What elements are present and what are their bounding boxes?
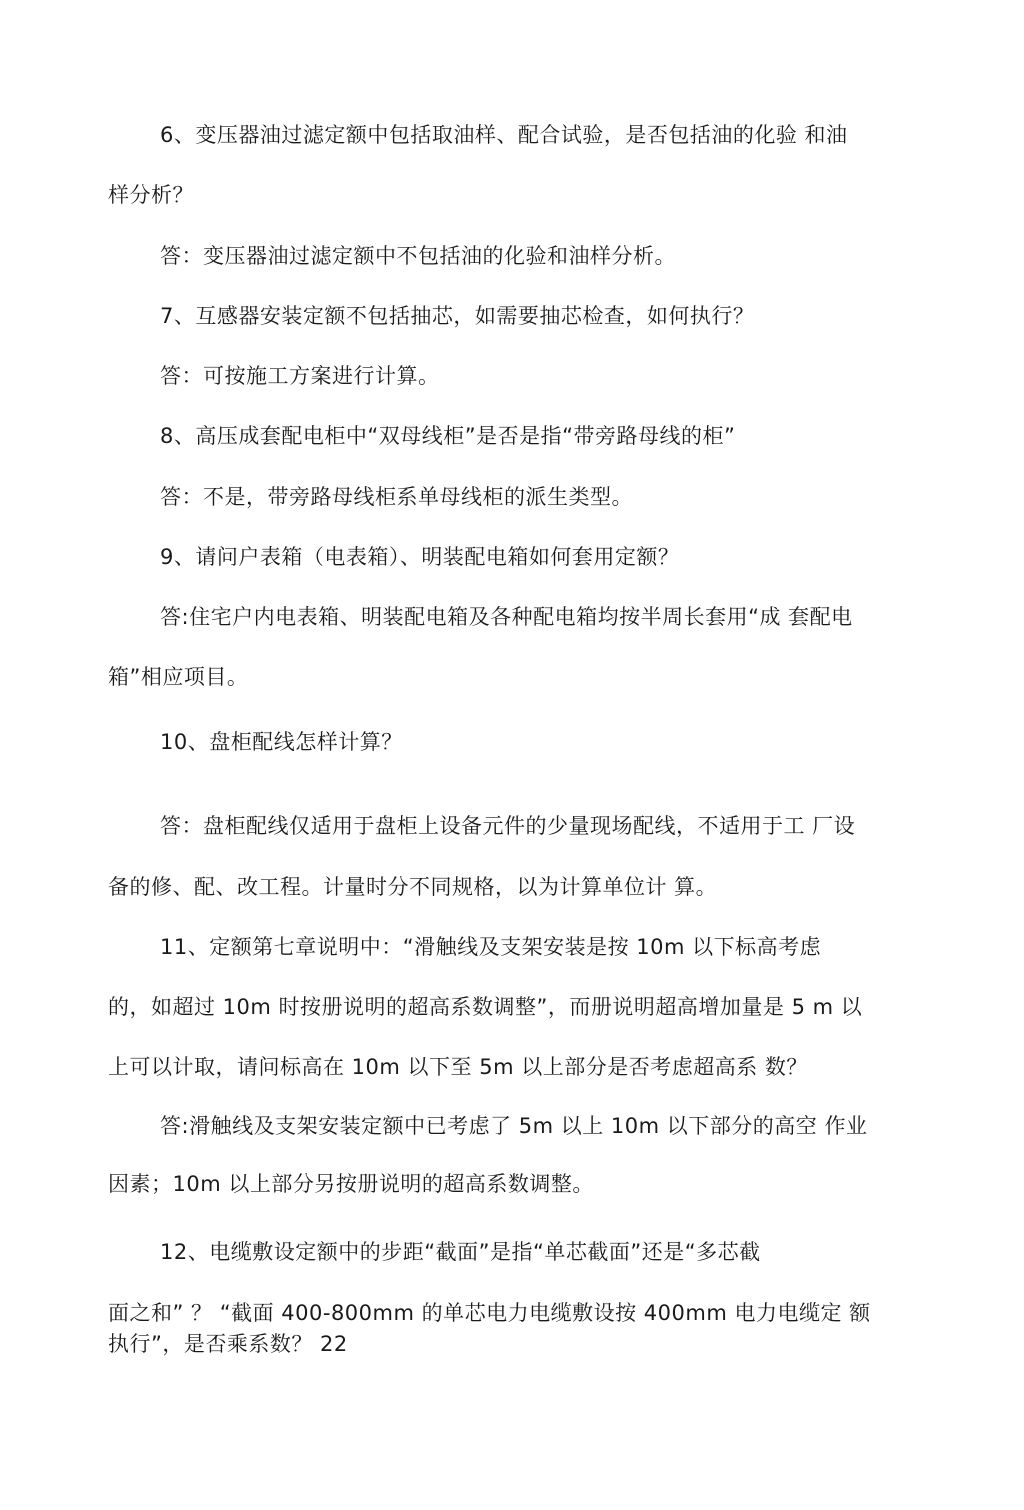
answer-9-line-1: 答:住宅户内电表箱、明装配电箱及各种配电箱均按半周长套用“成 套配电 xyxy=(160,605,853,629)
answer-6: 答：变压器油过滤定额中不包括油的化验和油样分析。 xyxy=(160,244,676,268)
question-11-line-1: 11、定额第七章说明中：“滑触线及支架安装是按 10m 以下标高考虑 xyxy=(160,935,822,959)
answer-11-line-2: 因素；10m 以上部分另按册说明的超高系数调整。 xyxy=(108,1172,594,1196)
question-9: 9、请问户表箱（电表箱）、明装配电箱如何套用定额？ xyxy=(160,545,680,569)
question-12-line-3: 执行”，是否乘系数？ 22 xyxy=(108,1332,348,1356)
answer-10-line-1: 答：盘柜配线仅适用于盘柜上设备元件的少量现场配线，不适用于工 厂设 xyxy=(160,814,856,838)
question-6-line-2: 样分析？ xyxy=(108,183,194,207)
question-12-line-2: 面之和” ？ “截面 400-800mm 的单芯电力电缆敷设按 400mm 电力电缆定 额 xyxy=(108,1301,871,1325)
question-11-line-2: 的，如超过 10m 时按册说明的超高系数调整”，而册说明超高增加量是 5 m 以 xyxy=(108,995,863,1019)
question-12-line-1: 12、电缆敷设定额中的步距“截面”是指“单芯截面”还是“多芯截 xyxy=(160,1240,761,1264)
question-11-line-3: 上可以计取，请问标高在 10m 以下至 5m 以上部分是否考虑超高系 数？ xyxy=(108,1055,808,1079)
answer-8: 答：不是，带旁路母线柜系单母线柜的派生类型。 xyxy=(160,485,633,509)
question-6-line-1: 6、变压器油过滤定额中包括取油样、配合试验，是否包括油的化验 和油 xyxy=(160,123,848,147)
answer-7: 答：可按施工方案进行计算。 xyxy=(160,364,440,388)
answer-10-line-2: 备的修、配、改工程。计量时分不同规格，以为计算单位计 算。 xyxy=(108,875,718,899)
answer-11-line-1: 答:滑触线及支架安装定额中已考虑了 5m 以上 10m 以下部分的高空 作业 xyxy=(160,1114,868,1138)
answer-9-line-2: 箱”相应项目。 xyxy=(108,665,249,689)
question-10: 10、盘柜配线怎样计算？ xyxy=(160,730,403,754)
question-7: 7、互感器安装定额不包括抽芯，如需要抽芯检查，如何执行？ xyxy=(160,304,755,328)
question-8: 8、高压成套配电柜中“双母线柜”是否是指“带旁路母线的柜” xyxy=(160,424,736,448)
